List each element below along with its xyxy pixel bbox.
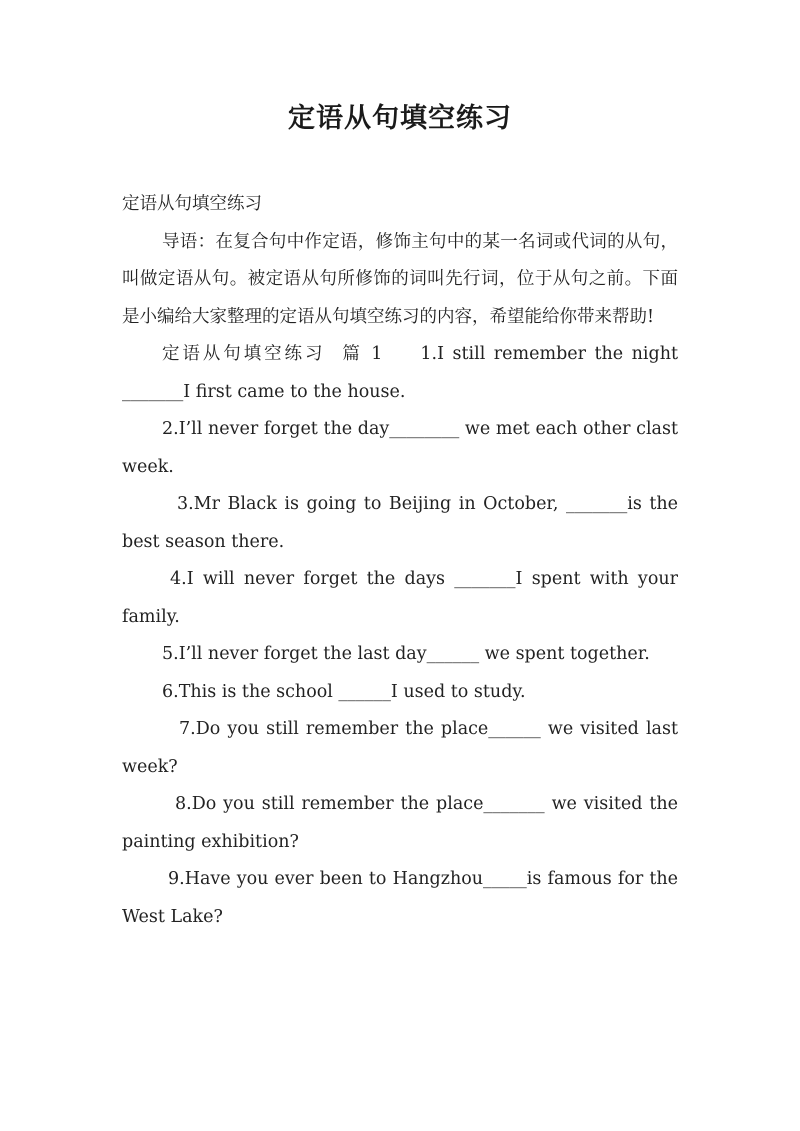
question-1: 1.I still remember the night _______I first came to the house. (122, 344, 679, 402)
question-8: 8.Do you still remember the place_______ we visited the painting exhibition? (122, 794, 678, 852)
question-6: 6.This is the school ______I used to study. (162, 681, 526, 702)
page-title: 定语从句填空练习 (288, 103, 512, 134)
question-2: 2.I’ll never forget the day________ we met each other clast week. (122, 419, 678, 477)
question-3: 3.Mr Black is going to Beijing in October, _______is the best season there. (122, 494, 678, 552)
question-7: 7.Do you still remember the place______ we visited last week? (122, 719, 678, 777)
section-label: 篇 1 (339, 344, 383, 364)
question-5: 5.I’ll never forget the last day______ we spent together. (162, 644, 650, 664)
question-4: 4.I will never forget the days _______I spent with your family. (122, 569, 678, 627)
question-9: 9.Have you ever been to Hangzhou_____is famous for the West Lake? (122, 869, 678, 927)
section-paragraph (122, 336, 678, 411)
intro-paragraph: 导语：在复合句中作定语，修饰主句中的某一名词或代词的从句，叫做定语从句。被定语从句所修饰的词叫先行词，位于从句之前。下面是小编给大家整理的定语从句填空练习的内容，希望能给你带来帮助! (122, 231, 678, 327)
subtitle: 定语从句填空练习 (122, 194, 262, 214)
section-heading: 定语从句填空练习 (162, 344, 326, 364)
document-body (122, 186, 678, 936)
